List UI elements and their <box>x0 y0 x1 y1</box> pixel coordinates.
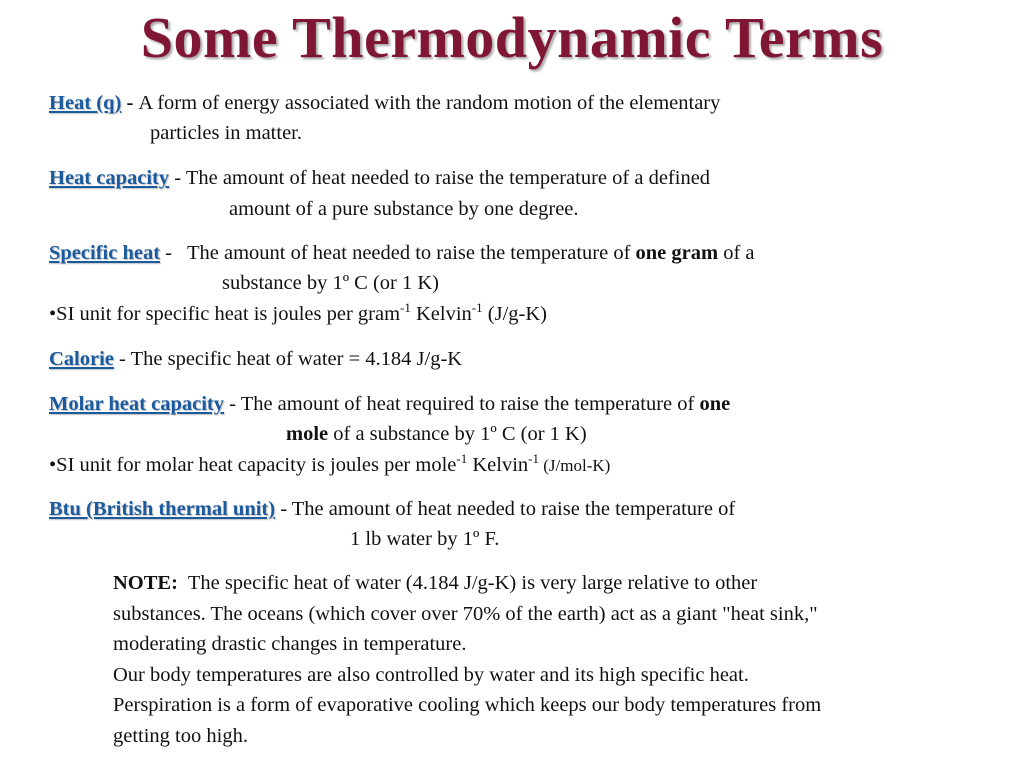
note-line2: substances. The oceans (which cover over 70% of the earth) act as a giant "heat sink," <box>113 602 818 625</box>
heat-dash: - <box>121 92 139 114</box>
calorie-desc: - The specific heat of water = 4.184 J/g-K <box>113 348 463 370</box>
molar-mole: mole <box>286 423 329 445</box>
specific-heat-si-a: •SI unit for specific heat is joules per gram <box>49 303 401 325</box>
heat-capacity-line2: amount of a pure substance by one degree. <box>229 198 579 220</box>
molar-heat-capacity-line1 <box>49 391 730 417</box>
specific-heat-si-unit <box>49 301 547 327</box>
molar-si-c: (J/mol-K) <box>539 456 611 475</box>
specific-heat-desc1a: - The amount of heat needed to raise the temperature of <box>160 242 636 264</box>
term-btu[interactable]: Btu (British thermal unit) <box>49 498 276 520</box>
molar-si-a: •SI unit for molar heat capacity is joules per mole <box>49 454 457 476</box>
molar-si-sup2: -1 <box>528 451 539 466</box>
term-heat-capacity[interactable]: Heat capacity <box>49 167 170 189</box>
note-line4: Our body temperatures are also controlled by water and its high specific heat. <box>113 663 749 686</box>
term-heat[interactable]: Heat (q) <box>49 92 122 114</box>
molar-heat-capacity-line2 <box>286 421 587 447</box>
term-calorie[interactable]: Calorie <box>49 348 114 370</box>
molar-one: one <box>699 393 731 415</box>
heat-desc1: A form of energy associated with the random motion of the elementary <box>138 92 721 114</box>
specific-heat-desc1c: of a <box>718 242 755 264</box>
specific-heat-si-b: Kelvin <box>410 303 472 325</box>
note-label: NOTE: <box>113 572 178 594</box>
heat-definition-line2: particles in matter. <box>150 122 302 144</box>
molar-si-b: Kelvin <box>467 454 529 476</box>
heat-capacity-desc1: - The amount of heat needed to raise the temperature of a defined <box>169 167 711 189</box>
term-specific-heat[interactable]: Specific heat <box>49 242 161 264</box>
molar-desc1a: - The amount of heat required to raise the temperature of <box>223 393 700 415</box>
heat-capacity-line1 <box>49 165 710 191</box>
note-line5: Perspiration is a form of evaporative cooling which keeps our body temperatures from <box>113 694 822 716</box>
specific-heat-si-sup1: -1 <box>400 300 411 315</box>
molar-si-sup1: -1 <box>456 451 468 466</box>
molar-si-unit <box>49 452 610 479</box>
slide-title: Some Thermodynamic Terms <box>140 5 884 70</box>
note-line6: getting too high. <box>113 724 248 747</box>
specific-heat-si-c: (J/g-K) <box>482 303 547 325</box>
note-line1 <box>113 568 993 599</box>
specific-heat-one-gram: one gram <box>635 242 719 264</box>
note-text1: The specific heat of water (4.184 J/g-K) is very large relative to other <box>177 572 758 594</box>
specific-heat-line1 <box>49 240 755 266</box>
btu-line2: 1 lb water by 1º F. <box>350 528 500 550</box>
btu-line1 <box>49 496 735 522</box>
heat-definition-line1 <box>49 90 720 116</box>
specific-heat-si-sup2: -1 <box>471 300 483 315</box>
calorie-line <box>49 346 462 372</box>
specific-heat-line2: substance by 1º C (or 1 K) <box>222 272 440 294</box>
btu-desc1: - The amount of heat needed to raise the temperature of <box>275 498 736 520</box>
term-molar-heat-capacity[interactable]: Molar heat capacity <box>49 393 224 415</box>
note-block <box>113 568 993 751</box>
note-line3: moderating drastic changes in temperature. <box>113 633 467 655</box>
molar-desc2b: of a substance by 1º C (or 1 K) <box>328 423 587 445</box>
